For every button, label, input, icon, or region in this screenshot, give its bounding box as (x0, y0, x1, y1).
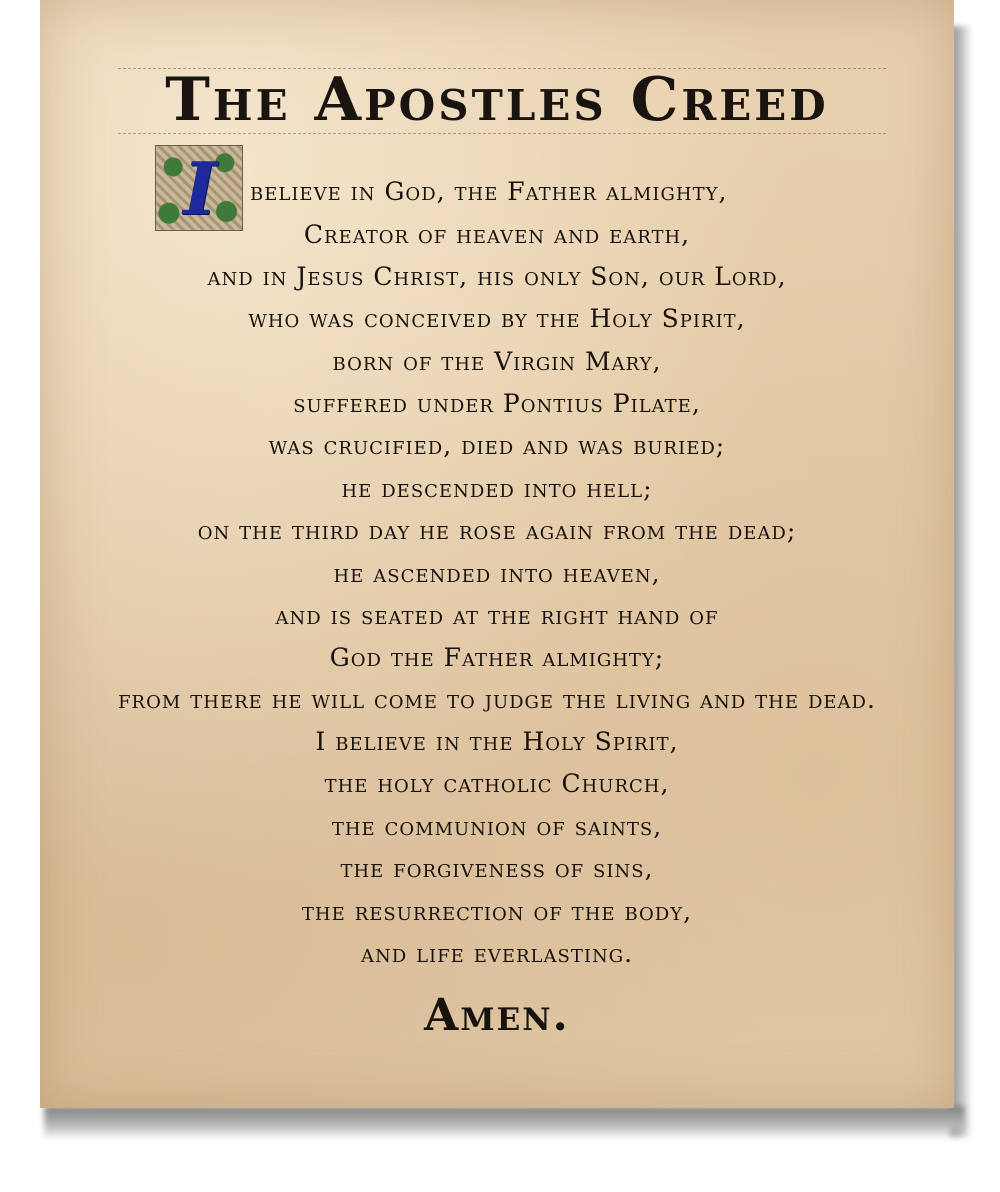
creed-line: God the Father almighty; (329, 643, 665, 672)
creed-line: he descended into hell; (341, 474, 653, 503)
creed-line: was crucified, died and was buried; (268, 431, 726, 460)
parchment-canvas (40, 0, 954, 1108)
creed-line: suffered under Pontius Pilate, (293, 389, 701, 418)
creed-line: believe in God, the Father almighty, (250, 177, 728, 206)
creed-line: Creator of heaven and earth, (303, 220, 691, 249)
creed-line: the communion of saints, (331, 812, 663, 841)
initial-letter: I (183, 146, 217, 231)
creed-text (40, 0, 954, 1108)
page-title: The Apostles Creed (165, 65, 829, 135)
creed-line: and in Jesus Christ, his only Son, our Lord, (207, 262, 787, 291)
creed-line: the holy catholic Church, (324, 769, 670, 798)
closing-amen: Amen. (424, 990, 570, 1041)
canvas-bottom-shadow (44, 1106, 964, 1140)
creed-line: from there he will come to judge the living and the dead. (118, 685, 876, 714)
creed-line: who was conceived by the Holy Spirit, (248, 304, 746, 333)
creed-line: and life everlasting. (360, 939, 634, 968)
creed-line: the forgiveness of sins, (340, 854, 654, 883)
creed-line: born of the Virgin Mary, (332, 347, 662, 376)
creed-line: and is seated at the right hand of (275, 601, 719, 630)
creed-line: on the third day he rose again from the dead; (197, 516, 797, 545)
creed-line: I believe in the Holy Spirit, (315, 727, 679, 756)
creed-line: he ascended into heaven, (333, 559, 661, 588)
creed-line: the resurrection of the body, (301, 897, 693, 926)
